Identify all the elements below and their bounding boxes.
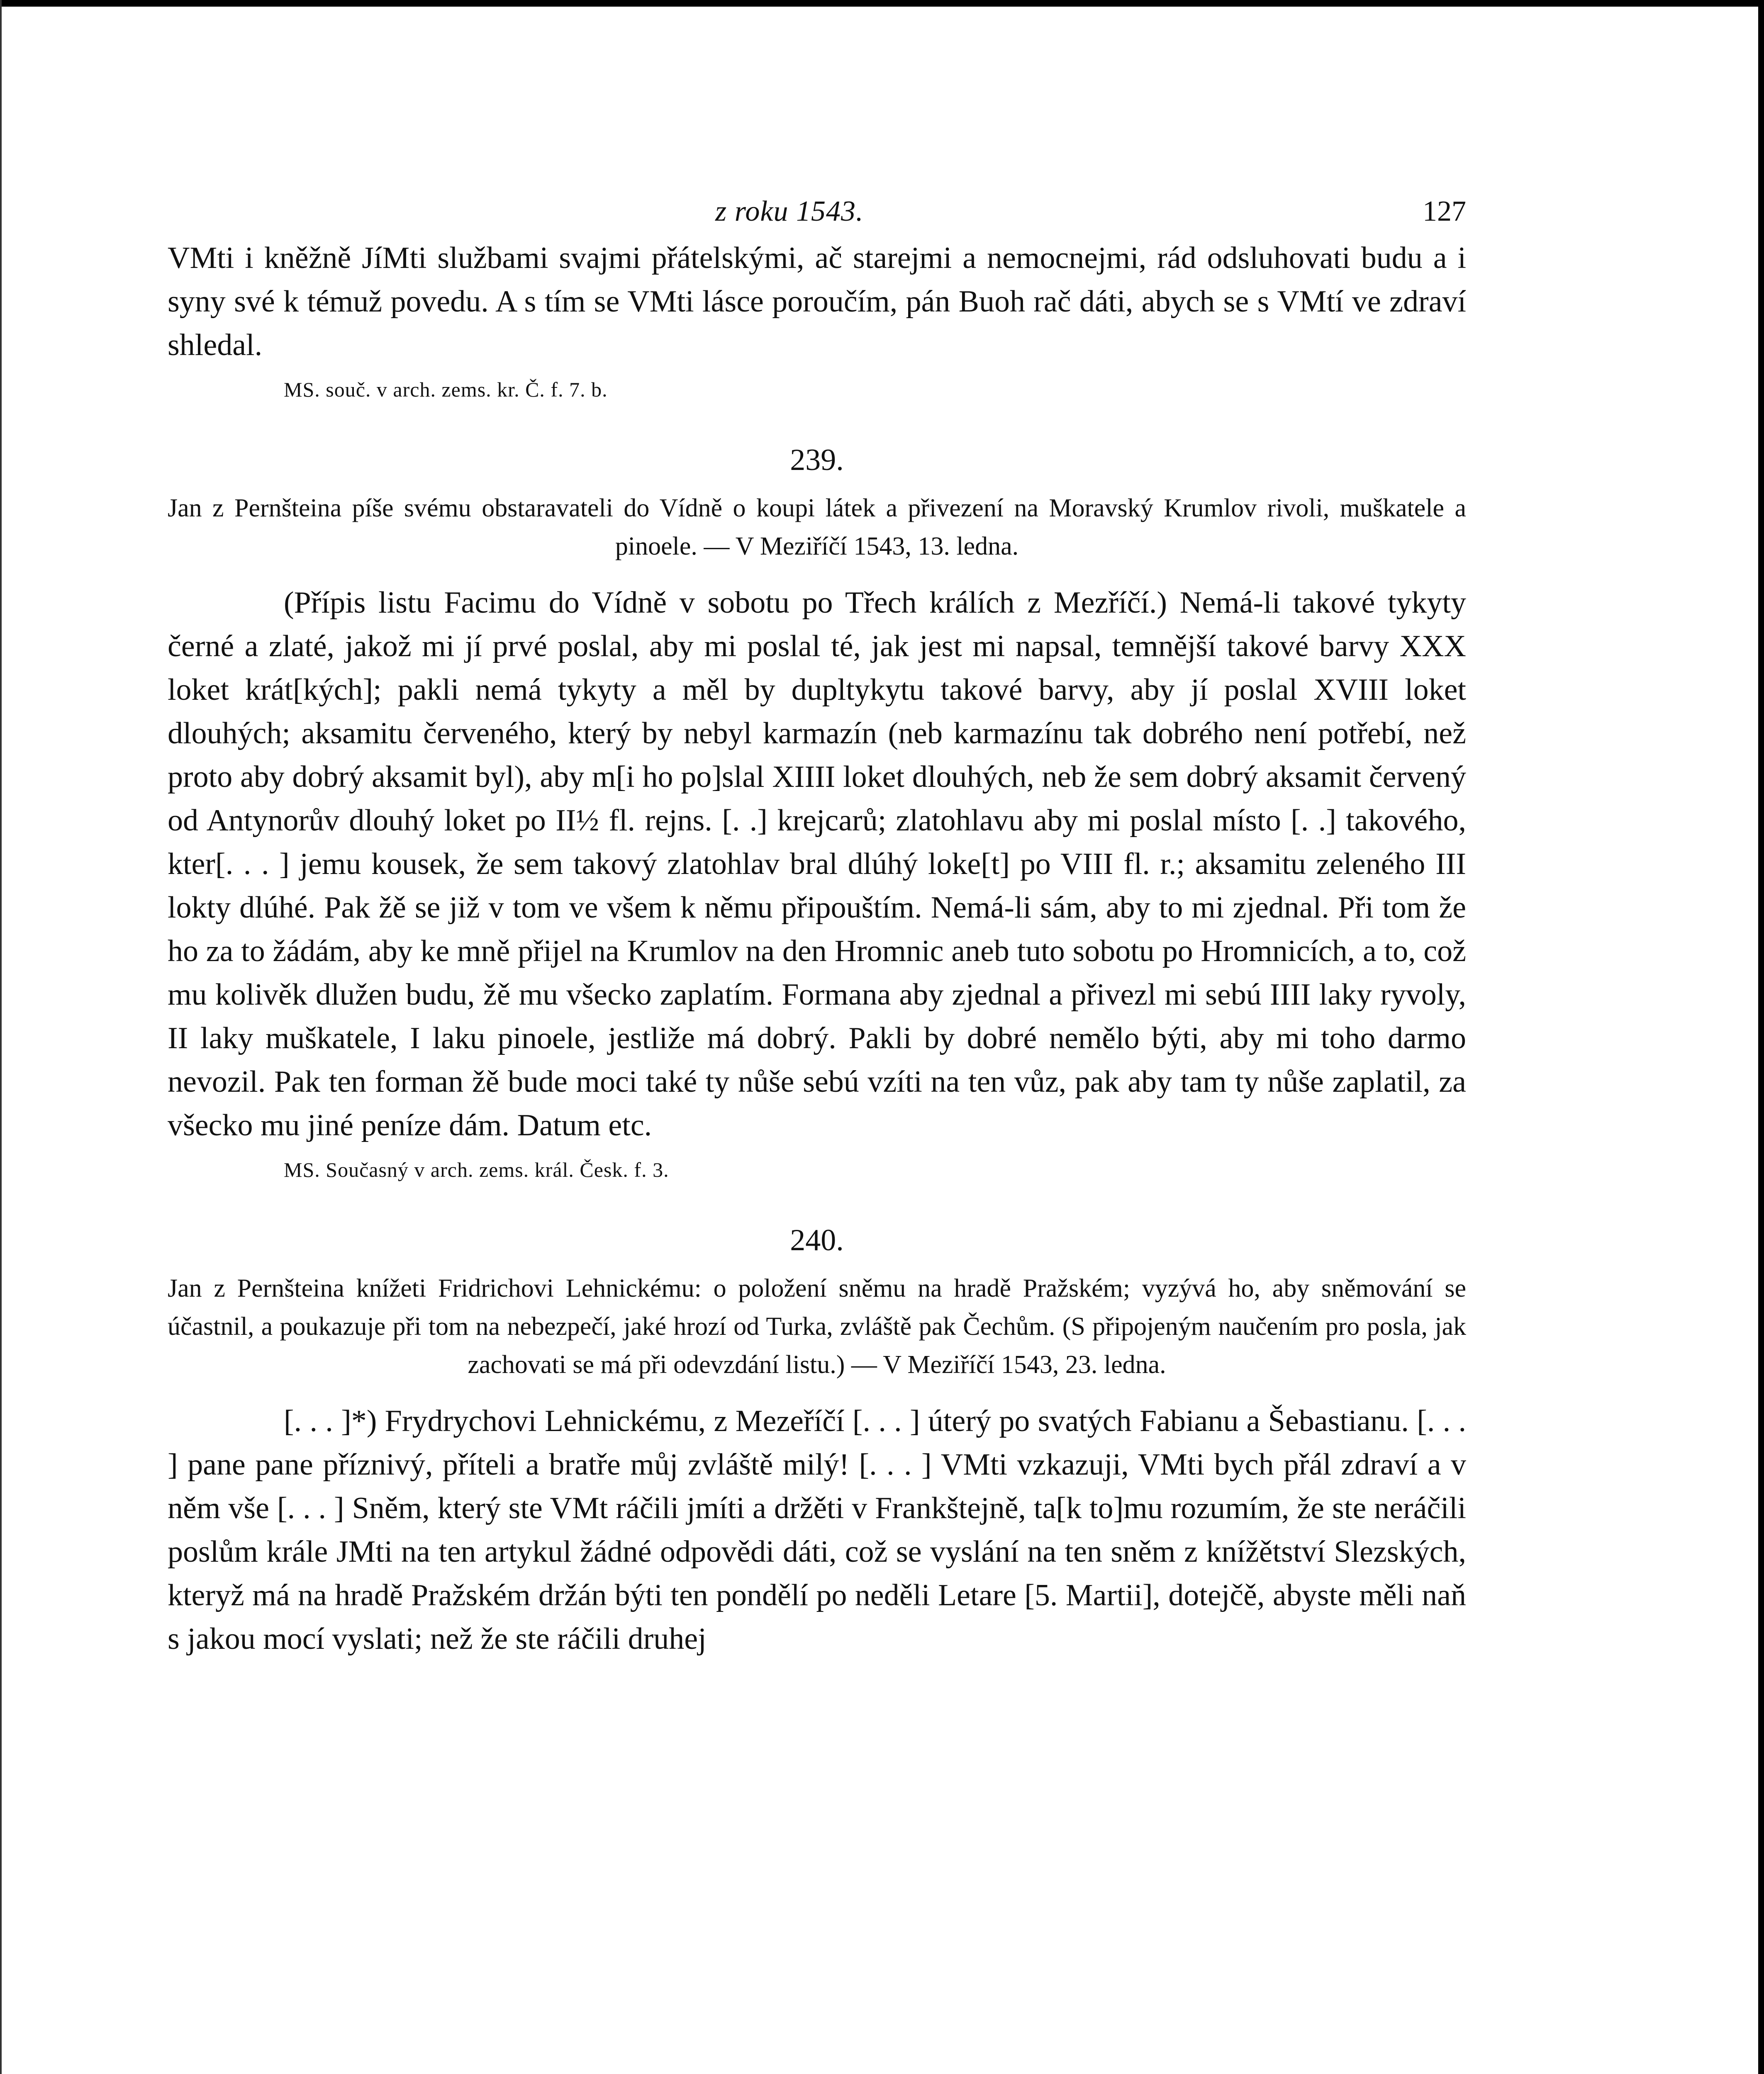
continuation-text: VMti i kněžně JíMti službami svajmi přátelskými, ač starejmi a nemocnejmi, rád odsluhovati budu a i syny své k témuž povedu. A s tím se VMti lásce poroučím, pán Buoh rač dáti, abych se s VMtí ve zdraví shledal.	[168, 241, 1466, 362]
document-number: 239.	[790, 443, 844, 477]
document-text: (Přípis listu Facimu do Vídně v sobotu po Třech králích z Mezříčí.) Nemá-li takové tykyty černé a zlaté, jakož mi jí prvé poslal, aby mi poslal té, jak jest mi napsal, temnější takové barvy XXX loket krát[kých]; pakli nemá tykyty a měl by dupltykytu takové barvy, aby jí poslal XVIII loket dlouhých; aksamitu červeného, který by nebyl karmazín (neb karmazínu tak dobrého není potřebí, než proto aby dobrý aksamit byl), aby m[i ho po]slal XIIII loket dlouhých, neb že sem dobrý aksamit červený od Antynorův dlouhý loket po II½ fl. rejns. [. .] krejcarů; zlatohlavu aby mi poslal místo [. .] takového, kter[. . . ] jemu kousek, že sem takový zlatohlav bral dlúhý loke[t] po VIII fl. r.; aksamitu zeleného III lokty dlúhé. Pak žě se již v tom ve všem k němu připouštím. Nemá-li sám, aby to mi zjednal. Při tom že ho za to žádám, aby ke mně přijel na Krumlov na den Hromnic aneb tuto sobotu po Hromnicích, a to, což mu kolivěk dlužen budu, žě mu všecko zaplatím. Formana aby zjednal a přivezl mi sebú IIII laky ryvoly, II laky muškatele, I laku pinoele, jestliže má dobrý. Pakli by dobré nemělo býti, aby mi toho darmo nevozil. Pak ten forman žě bude moci také ty nůše sebú vzíti na ten vůz, pak aby tam ty nůše zaplatil, za všecko mu jiné peníze dám. Datum etc.	[168, 586, 1466, 1142]
document-239	[168, 439, 1466, 1186]
document-number: 240.	[790, 1223, 844, 1257]
running-title: z roku 1543.	[715, 195, 864, 227]
document-text: [. . . ]*) Frydrychovi Lehnickému, z Mezeříčí [. . . ] úterý po svatých Fabianu a Šebastianu. [. . . ] pane pane příznivý, příteli a bratře můj zvláště milý! [. . . ] VMti vzkazuji, VMti bych přál zdraví a v něm vše [. . . ] Sněm, který ste VMt ráčili jmíti a držěti v Frankštejně, ta[k to]mu rozumím, že ste neráčili poslům krále JMti na ten artykul žádné odpovědi dáti, což se vyslání na ten sněm z knížětství Slezských, kteryž má na hradě Pražském držán býti ten pondělí po neděli Letare [5. Martii], dotejčě, abyste měli naň s jakou mocí vyslati; než že ste ráčili druhej	[168, 1404, 1466, 1656]
scan-border-top	[0, 0, 1764, 7]
page-number: 127	[1423, 195, 1466, 227]
scan-border-right	[1758, 0, 1764, 2074]
continuation-source-note: MS. souč. v arch. zems. kr. Č. f. 7. b.	[284, 378, 608, 401]
scan-border-left	[0, 0, 2, 2074]
continuation-block	[168, 236, 1466, 406]
document-regest: Jan z Pernšteina knížeti Fridrichovi Lehnickému: o položení sněmu na hradě Pražském; vyzývá ho, aby sněmování se účastnil, a poukazuje při tom na nebezpečí, jaké hrozí od Turka, zvláště pak Čechům. (S připojeným naučením pro posla, jak zachovati se má při odevzdání listu.) — V Meziříčí 1543, 23. ledna.	[168, 1274, 1466, 1379]
page	[168, 195, 1466, 1661]
document-240	[168, 1220, 1466, 1661]
document-regest: Jan z Pernšteina píše svému obstaravateli do Vídně o koupi látek a přivezení na Moravský Krumlov rivoli, muškatele a pinoele. — V Meziříčí 1543, 13. ledna.	[168, 494, 1466, 560]
running-head	[168, 195, 1466, 236]
document-source-note: MS. Současný v arch. zems. král. Česk. f. 3.	[284, 1158, 669, 1181]
